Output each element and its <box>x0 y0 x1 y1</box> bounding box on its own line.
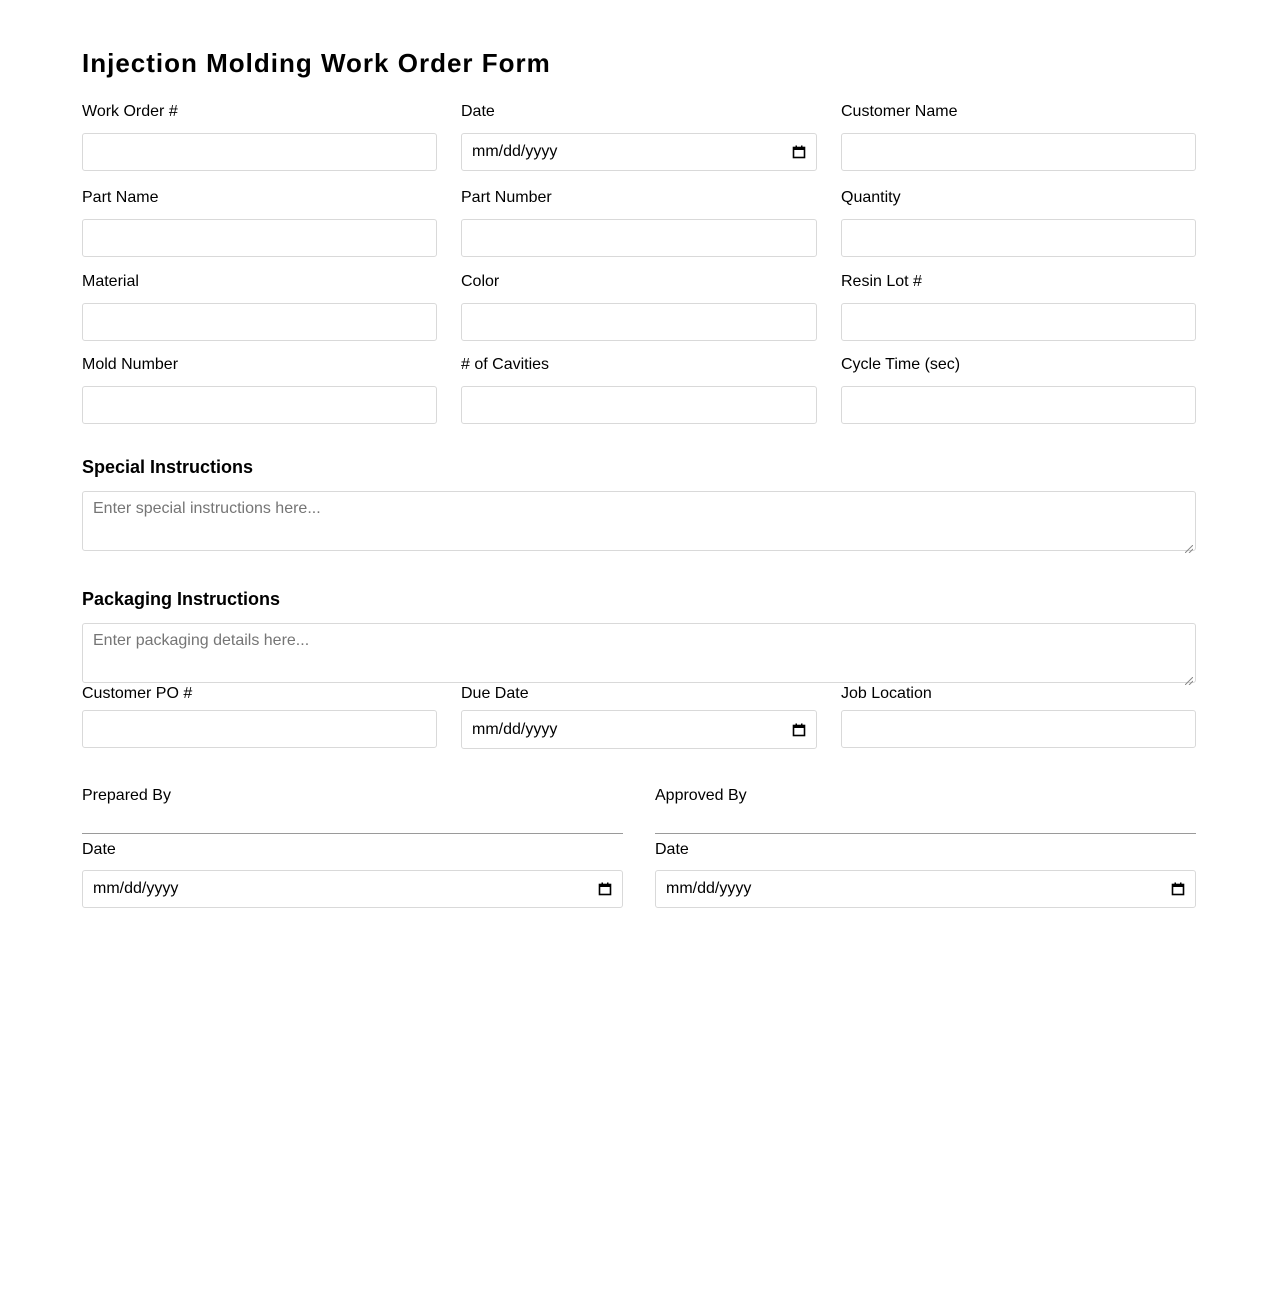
field-label: Customer PO # <box>82 685 193 702</box>
cavities-input[interactable] <box>461 386 817 424</box>
signature-approved-by <box>655 786 1196 908</box>
field-resin-lot <box>841 272 1196 341</box>
signature-line[interactable] <box>655 833 1196 834</box>
field-label: Customer Name <box>841 103 958 120</box>
signature-line[interactable] <box>82 833 623 834</box>
page-title: Injection Molding Work Order Form <box>82 48 551 78</box>
field-label: Part Name <box>82 189 159 206</box>
textarea-placeholder: Enter special instructions here... <box>93 500 321 517</box>
date-value: mm/dd/yyyy <box>472 720 558 738</box>
color-input[interactable] <box>461 303 817 341</box>
field-customer-name <box>841 102 1196 171</box>
field-label: Material <box>82 273 139 290</box>
field-label: Due Date <box>461 685 529 702</box>
signature-label: Approved By <box>655 787 747 804</box>
customer-name-input[interactable] <box>841 133 1196 171</box>
field-color <box>461 272 817 341</box>
job-location-input[interactable] <box>841 710 1196 748</box>
form-row-4 <box>82 355 1196 424</box>
field-label: Date <box>461 103 495 120</box>
material-input[interactable] <box>82 303 437 341</box>
signature-date-label: Date <box>655 841 689 858</box>
field-label: Cycle Time (sec) <box>841 356 961 373</box>
field-label: Quantity <box>841 189 901 206</box>
field-date <box>461 102 817 171</box>
special-instructions-textarea[interactable] <box>82 491 1196 551</box>
field-part-number <box>461 188 817 257</box>
field-label: Color <box>461 273 500 290</box>
work-order-number-input[interactable] <box>82 133 437 171</box>
approved-date-input[interactable] <box>655 870 1196 908</box>
form-row-1 <box>82 102 1196 171</box>
quantity-input[interactable] <box>841 219 1196 257</box>
mold-number-input[interactable] <box>82 386 437 424</box>
textarea-placeholder: Enter packaging details here... <box>93 632 310 649</box>
customer-po-input[interactable] <box>82 710 437 748</box>
field-material <box>82 272 437 341</box>
calendar-icon[interactable] <box>1171 882 1185 896</box>
signature-row <box>82 786 1196 908</box>
due-date-input[interactable] <box>461 710 817 749</box>
packaging-instructions-textarea[interactable] <box>82 623 1196 683</box>
form-row-5 <box>82 684 1196 749</box>
part-name-input[interactable] <box>82 219 437 257</box>
field-job-location <box>841 684 1196 749</box>
resize-handle-icon[interactable] <box>1185 540 1193 548</box>
field-due-date <box>461 684 817 749</box>
field-label: # of Cavities <box>461 356 550 373</box>
field-label: Part Number <box>461 189 552 206</box>
field-label: Job Location <box>841 685 932 702</box>
field-label: Resin Lot # <box>841 273 922 290</box>
resin-lot-input[interactable] <box>841 303 1196 341</box>
prepared-date-input[interactable] <box>82 870 623 908</box>
form-row-2 <box>82 188 1196 257</box>
signature-date-label: Date <box>82 841 116 858</box>
signature-label: Prepared By <box>82 787 171 804</box>
field-customer-po <box>82 684 437 749</box>
field-label: Work Order # <box>82 103 178 120</box>
resize-handle-icon[interactable] <box>1185 672 1193 680</box>
form-row-3 <box>82 272 1196 341</box>
field-cavities <box>461 355 817 424</box>
calendar-icon[interactable] <box>792 723 806 737</box>
field-part-name <box>82 188 437 257</box>
field-quantity <box>841 188 1196 257</box>
special-instructions-heading: Special Instructions <box>82 457 254 477</box>
calendar-icon[interactable] <box>598 882 612 896</box>
date-value: mm/dd/yyyy <box>93 880 179 897</box>
date-value: mm/dd/yyyy <box>472 143 558 160</box>
calendar-icon[interactable] <box>792 145 806 159</box>
date-value: mm/dd/yyyy <box>666 880 752 897</box>
field-label: Mold Number <box>82 356 179 373</box>
signature-prepared-by <box>82 786 623 908</box>
cycle-time-input[interactable] <box>841 386 1196 424</box>
packaging-instructions-heading: Packaging Instructions <box>82 589 281 609</box>
field-cycle-time <box>841 355 1196 424</box>
field-work-order-number <box>82 102 437 171</box>
part-number-input[interactable] <box>461 219 817 257</box>
date-input[interactable] <box>461 133 817 171</box>
field-mold-number <box>82 355 437 424</box>
